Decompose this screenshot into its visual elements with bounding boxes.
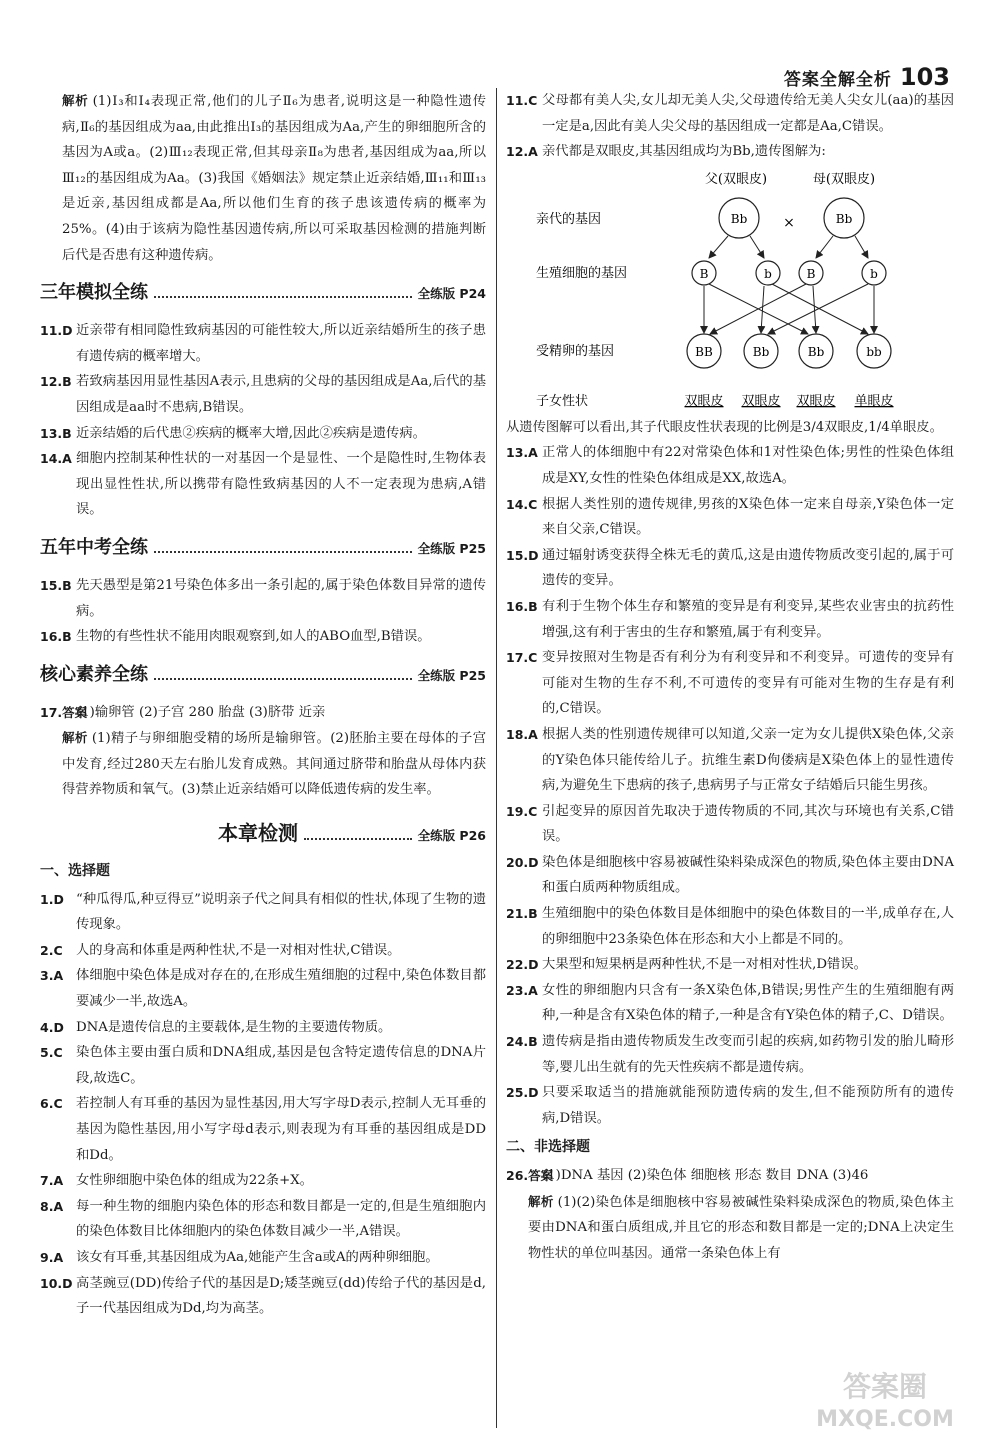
answer-number: 17.答案 [40, 704, 88, 720]
answer-item [506, 492, 954, 543]
analysis-text: (1)Ⅰ₃和Ⅰ₄表现正常,他们的儿子Ⅱ₆为患者,说明这是一种隐性遗传病,Ⅱ₆的基因组成为aa,由此推出Ⅰ₃的基因组成为Aa,产生的卵细胞所含的基因为A或a。(2)Ⅲ₁₂表现正常,但其母亲Ⅱ₈为患者,基因组成为aa,所以Ⅲ₁₂的基因组成为Aa。(3)我国《婚姻法》规定禁止近亲结婚,Ⅲ₁₁和Ⅲ₁₃是近亲,基因组成都是Aa,所以他们生育的孩子患该遗传病的概率为25%。(4)由于该病为隐性基因遗传病,所以可采取基因检测的措施判断后代是否患有这种遗传病。 [62, 94, 486, 263]
page-number: 103 [899, 63, 950, 91]
watermark-logo [800, 1364, 970, 1434]
answer-key: (1)DNA 基因 (2)染色体 细胞核 形态 数目 DNA (3)46 [542, 1168, 869, 1183]
answer-text: 生物的有些性状不能用肉眼观察到,如人的ABO血型,B错误。 [76, 629, 431, 645]
row-label-zygotes: 受精卵的基因 [536, 343, 615, 359]
answer-number: 15.B [40, 577, 72, 593]
section-heading [40, 662, 486, 692]
answer-text: 每一种生物的细胞内染色体的形态和数目都是一定的,但是生殖细胞内的染色体数目比体细胞内的染色体数目减少一半,A错误。 [76, 1198, 486, 1240]
answer-number: 26.答案 [506, 1168, 554, 1183]
answer-item [40, 1245, 486, 1271]
intro-analysis [40, 88, 486, 268]
header-title: 答案全解全析 [783, 69, 892, 90]
svg-text:MXQE.COM: MXQE.COM [816, 1407, 954, 1432]
analysis-tag: 解析 [62, 730, 88, 746]
answer-item [506, 440, 954, 491]
left-column [40, 88, 486, 1322]
gamete-b-mother [862, 261, 886, 285]
answer-number: 15.D [506, 547, 539, 563]
row-label-traits: 子女性状 [536, 393, 589, 409]
answer-item [40, 1015, 486, 1041]
parent-mother [824, 198, 864, 238]
parent-to-gamete-arrows [709, 236, 868, 258]
section-heading [40, 821, 486, 851]
svg-text:B: B [699, 266, 709, 281]
answer-list [40, 573, 486, 650]
answer-item [40, 1040, 486, 1091]
answer-number: 11.C [506, 93, 538, 108]
answer-item [506, 645, 954, 722]
part-heading: 二、非选择题 [506, 1139, 590, 1156]
section-title: 三年模拟全练 [40, 282, 148, 304]
zygote-BB [687, 334, 721, 368]
answer-text: 先天愚型是第21号染色体多出一条引起的,属于染色体数目异常的遗传病。 [76, 577, 486, 619]
inheritance-diagram [506, 165, 954, 415]
father-label: 父(双眼皮) [704, 171, 768, 187]
answer-item [40, 700, 486, 726]
trait-4: 单眼皮 [854, 393, 894, 409]
answer-list [506, 440, 954, 1131]
trait-3: 双眼皮 [796, 393, 836, 409]
zygote-Bb-1 [744, 334, 778, 368]
analysis-tag: 解析 [528, 1193, 554, 1209]
gamete-B-mother [799, 261, 823, 285]
answer-item [506, 850, 954, 901]
answer-text: 正常人的体细胞中有22对常染色体和1对性染色体;男性的性染色体组成是XY,女性的性染色体组成是XX,故选A。 [542, 445, 954, 486]
answer-text: 父母都有美人尖,女儿却无美人尖,父母遗传给无美人尖女儿(aa)的基因一定是a,因此有美人尖父母的基因组成一定都是Aa,C错误。 [542, 93, 954, 134]
answer-item [40, 318, 486, 369]
answer-text: 亲代都是双眼皮,其基因组成均为Bb,遗传图解为: [542, 144, 826, 160]
mother-label: 母(双眼皮) [812, 171, 876, 187]
section-title: 五年中考全练 [40, 536, 148, 558]
answer-list [506, 88, 954, 165]
leader-dots [154, 284, 412, 298]
analysis-text: (1)(2)染色体是细胞核中容易被碱性染料染成深色的物质,染色体主要由DNA和蛋白质组成,并且它的形态和数目都是一定的;DNA上决定生物性状的单位叫基因。通常一条染色体上有 [528, 1194, 954, 1261]
section-version: 全练版 P26 [417, 828, 486, 844]
parent-father [719, 198, 759, 238]
answer-number: 22.D [506, 957, 539, 973]
answer-number: 8.A [40, 1198, 64, 1214]
answer-item [506, 722, 954, 799]
answer-text: 体细胞中染色体是成对存在的,在形成生殖细胞的过程中,染色体数目都要减少一半,故选A。 [76, 968, 486, 1010]
answer-item [40, 421, 486, 447]
zygote-bb [857, 334, 891, 368]
answer-list [40, 318, 486, 523]
svg-text:Bb: Bb [807, 344, 825, 359]
answer-text: 遗传病是指由遗传物质发生改变而引起的疾病,如药物引发的胎儿畸形等,婴儿出生就有的先天性疾病不都是遗传病。 [542, 1034, 954, 1075]
answer-item [40, 1168, 486, 1194]
section-version: 全练版 P25 [417, 540, 486, 556]
answer-text: 细胞内控制某种性状的一对基因一个是显性、一个是隐性时,生物体表现出显性性状,所以携带有隐性致病基因的人不一定表现为患病,A错误。 [76, 451, 486, 518]
leader-dots [154, 539, 412, 553]
section-title: 核心素养全练 [40, 663, 148, 685]
gamete-B-father [692, 261, 716, 285]
trait-1: 双眼皮 [684, 393, 724, 409]
answer-number: 18.A [506, 726, 538, 742]
right-column [506, 88, 954, 1266]
answer-list [40, 887, 486, 1322]
svg-text:Bb: Bb [835, 211, 853, 226]
section-heading [40, 535, 486, 565]
section-title: 本章检测 [218, 821, 298, 846]
answer-text: 染色体主要由蛋白质和DNA组成,基因是包含特定遗传信息的DNA片段,故选C。 [76, 1045, 486, 1086]
answer-text: 生殖细胞中的染色体数目是体细胞中的染色体数目的一半,成单存在,人的卵细胞中23条染色体在形态和大小上都是不同的。 [542, 906, 954, 947]
answer-text: 女性的卵细胞内只含有一条X染色体,B错误;男性产生的生殖细胞有两种,一种是含有X染色体的精子,一种是含有Y染色体的精子,C、D错误。 [542, 982, 954, 1024]
answer-number: 19.C [506, 803, 538, 819]
answer-number: 2.C [40, 942, 63, 958]
answer-number: 13.B [40, 425, 72, 441]
leader-dots [154, 666, 412, 680]
answer-item [40, 446, 486, 523]
answer-number: 23.A [506, 982, 538, 998]
answer-number: 20.D [506, 854, 539, 870]
answer-text: 引起变异的原因首先取决于遗传物质的不同,其次与环境也有关系,C错误。 [542, 803, 954, 845]
svg-text:Bb: Bb [752, 344, 770, 359]
answer-number: 16.B [40, 629, 72, 645]
answer-number: 11.D [40, 323, 73, 339]
answer-number: 21.B [506, 906, 538, 922]
answer-number: 14.A [40, 451, 72, 467]
row-label-gametes: 生殖细胞的基因 [536, 265, 628, 281]
answer-text: 该女有耳垂,其基因组成为Aa,她能产生含a或A的两种卵细胞。 [76, 1249, 439, 1265]
answer-text: 高茎豌豆(DD)传给子代的基因是D;矮茎豌豆(dd)传给子代的基因是d,子一代基因组成为Dd,均为高茎。 [76, 1275, 486, 1317]
answer-number: 10.D [40, 1275, 73, 1291]
answer-number: 24.B [506, 1034, 538, 1050]
section-version: 全练版 P25 [417, 667, 486, 683]
answer-item [40, 1271, 486, 1322]
answer-item [40, 1091, 486, 1168]
svg-text:bb: bb [866, 344, 882, 359]
answer-number: 16.B [506, 598, 538, 614]
answer-number: 14.C [506, 496, 538, 512]
svg-text:b: b [870, 266, 878, 281]
answer-item [506, 952, 954, 978]
answer-text: “种瓜得瓜,种豆得豆”说明亲子代之间具有相似的性状,体现了生物的遗传现象。 [76, 891, 486, 933]
answer-text: 人的身高和体重是两种性状,不是一对相对性状,C错误。 [76, 942, 401, 958]
zygote-Bb-2 [799, 334, 833, 368]
cross-symbol: × [783, 214, 795, 231]
answer-analysis [506, 1189, 954, 1267]
answer-item [40, 624, 486, 650]
answer-item [40, 963, 486, 1014]
answer-number: 6.C [40, 1096, 63, 1112]
answer-text: 根据人类性别的遗传规律,男孩的X染色体一定来自母亲,Y染色体一定来自父亲,C错误。 [542, 496, 954, 538]
answer-number: 5.C [40, 1045, 63, 1061]
svg-text:BB: BB [695, 344, 713, 359]
answer-item [506, 88, 954, 139]
row-label-parents: 亲代的基因 [536, 211, 602, 227]
section-heading [40, 280, 486, 310]
answer-key: (1)输卵管 (2)子宫 280 胎盘 (3)脐带 近亲 [76, 704, 326, 720]
answer-text: 染色体是细胞核中容易被碱性染料染成深色的物质,染色体主要由DNA和蛋白质两种物质组成。 [542, 854, 954, 896]
svg-text:b: b [764, 266, 772, 281]
answer-number: 13.A [506, 445, 538, 461]
analysis-text: (1)精子与卵细胞受精的场所是输卵管。(2)胚胎主要在母体的子宫中发育,经过280天左右胎儿发育成熟。其间通过脐带和胎盘从母体内获得营养物质和氧气。(3)禁止近亲结婚可以降低遗传病的发生率。 [62, 731, 486, 798]
gamete-b-father [756, 261, 780, 285]
fertilization-arrows [704, 284, 874, 334]
answer-number: 7.A [40, 1173, 64, 1189]
answer-number: 4.D [40, 1019, 64, 1035]
answer-item [506, 1080, 954, 1131]
answer-text: 只要采取适当的措施就能预防遗传病的发生,但不能预防所有的遗传病,D错误。 [542, 1085, 954, 1126]
answer-item [40, 938, 486, 964]
answer-text: 根据人类的性别遗传规律可以知道,父亲一定为女儿提供X染色体,父亲的Y染色体只能传给儿子。抗维生素D佝偻病是X染色体上的显性遗传病,为避免生下患病的孩子,患病男子与正常女子结婚后只能生男孩。 [542, 726, 954, 794]
answer-item [506, 978, 954, 1029]
answer-text: 变异按照对生物是否有利分为有利变异和不利变异。可遗传的变异有可能对生物的生存不利,不可遗传的变异有可能对生物的生存是有利的,C错误。 [542, 650, 954, 717]
answer-item [506, 901, 954, 952]
answer-text: 通过辐射诱变获得全株无毛的黄瓜,这是由遗传物质改变引起的,属于可遗传的变异。 [542, 547, 954, 589]
answer-number: 9.A [40, 1249, 64, 1265]
diagram-conclusion: 从遗传图解可以看出,其子代眼皮性状表现的比例是3/4双眼皮,1/4单眼皮。 [506, 419, 943, 435]
answer-item [506, 1163, 954, 1189]
answer-number: 3.A [40, 968, 64, 984]
answer-text: 若控制人有耳垂的基因为显性基因,用大写字母D表示,控制人无耳垂的基因为隐性基因,用小写字母d表示,则表现为有耳垂的基因组成是DD和Dd。 [76, 1096, 486, 1163]
answer-item [506, 543, 954, 594]
answer-item [40, 573, 486, 624]
answer-text: 大果型和短果柄是两种性状,不是一对相对性状,D错误。 [542, 957, 867, 973]
answer-number: 25.D [506, 1085, 539, 1101]
answer-item [506, 139, 954, 165]
answer-number: 12.B [40, 374, 72, 390]
answer-text: 女性卵细胞中染色体的组成为22条+X。 [76, 1173, 313, 1189]
answer-text: 近亲结婚的后代患②疾病的概率大增,因此②疾病是遗传病。 [76, 425, 426, 441]
trait-2: 双眼皮 [741, 393, 781, 409]
svg-text:Bb: Bb [730, 211, 748, 226]
svg-text:答案圈: 答案圈 [842, 1370, 928, 1403]
answer-item [40, 887, 486, 938]
answer-item [40, 1194, 486, 1245]
answer-text: 若致病基因用显性基因A表示,且患病的父母的基因组成是Aa,后代的基因组成是aa时不患病,B错误。 [76, 374, 486, 415]
answer-item [506, 799, 954, 850]
answer-number: 17.C [506, 650, 538, 666]
answer-item [506, 1029, 954, 1080]
answer-item [506, 594, 954, 645]
column-divider [496, 88, 497, 1428]
leader-dots [304, 826, 412, 840]
part-heading: 一、选择题 [40, 863, 110, 880]
answer-number: 12.A [506, 144, 538, 160]
answer-text: 近亲带有相同隐性致病基因的可能性较大,所以近亲结婚所生的孩子患有遗传病的概率增大。 [76, 323, 486, 364]
answer-item [40, 369, 486, 420]
answer-number: 1.D [40, 891, 64, 907]
answer-text: 有利于生物个体生存和繁殖的变异是有利变异,某些农业害虫的抗药性增强,这有利于害虫的生存和繁殖,属于有利变异。 [542, 598, 954, 640]
svg-text:B: B [806, 266, 816, 281]
answer-analysis [40, 725, 486, 803]
section-version: 全练版 P24 [417, 286, 486, 302]
answer-text: DNA是遗传信息的主要载体,是生物的主要遗传物质。 [76, 1019, 392, 1035]
analysis-tag: 解析 [62, 93, 89, 108]
